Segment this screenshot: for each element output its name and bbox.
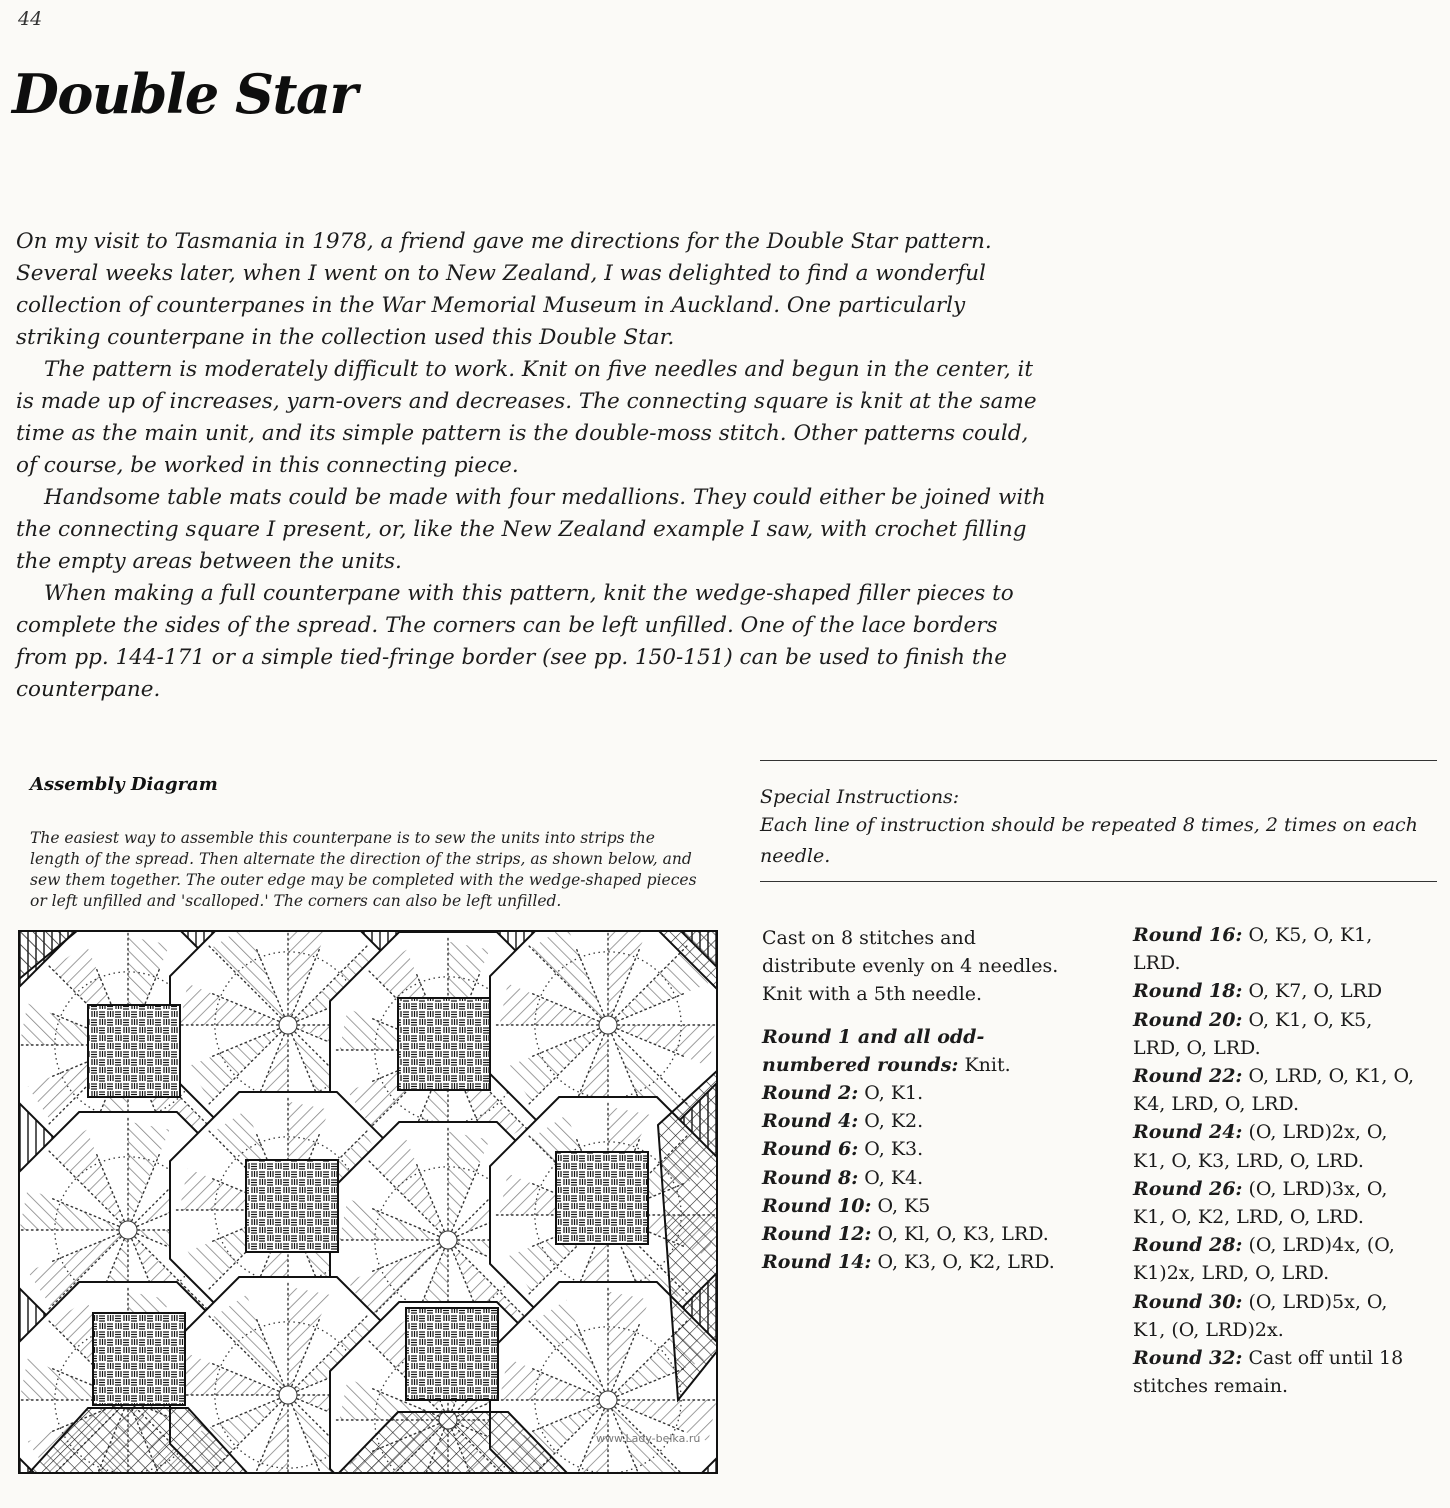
round-instruction <box>1133 1344 1423 1400</box>
round-label: Round 4: <box>762 1110 859 1133</box>
round-instruction <box>1133 1231 1423 1287</box>
connecting-square <box>246 1160 338 1252</box>
round-label: Round 32: <box>1133 1347 1243 1370</box>
round-text: (O, LRD)4x, (O, K1)2x, LRD, O, LRD. <box>1133 1234 1395 1285</box>
intro-paragraph: When making a full counterpane with this pattern, knit the wedge-shaped filler pieces to complete the sides of the spread. The corners can be left unfilled. One of the lace borders from pp. 144-171 or a simple tied-fringe border (see pp. 150-151) can be used to finish the counterpane. <box>16 581 1014 702</box>
round-instruction <box>762 1220 1062 1248</box>
round-instruction <box>762 1107 1062 1135</box>
round-instruction <box>762 1079 1062 1107</box>
round-instruction <box>1133 1288 1423 1344</box>
round-text: Knit. <box>958 1053 1011 1076</box>
round-instruction <box>1133 921 1423 977</box>
intro-paragraph: On my visit to Tasmania in 1978, a friend gave me directions for the Double Star pattern. Several weeks later, when I went on to New Zealand, I was delighted to find a wonderful collection of counterpanes in the War Memorial Museum in Auckland. One particularly striking counterpane in the collection used this Double Star. <box>16 229 992 350</box>
intro-paragraph: The pattern is moderately difficult to work. Knit on five needles and begun in the center, it is made up of increases, yarn-overs and decreases. The connecting square is knit at the same time as the main unit, and its simple pattern is the double-moss stitch. Other patterns could, of course, be worked in this connecting piece. <box>16 357 1037 478</box>
round-text: O, K5, O, K1, LRD. <box>1133 924 1373 975</box>
intro-paragraph: Handsome table mats could be made with four medallions. They could either be joined with the connecting square I present, or, like the New Zealand example I saw, with crochet filling the empty areas between the units. <box>16 485 1046 574</box>
round-label: Round 28: <box>1133 1234 1243 1257</box>
round-label: Round 6: <box>762 1138 859 1161</box>
round-label: Round 14: <box>762 1251 872 1274</box>
round-label: Round 30: <box>1133 1290 1243 1313</box>
round-label: Round 8: <box>762 1166 859 1189</box>
round-label: Round 2: <box>762 1082 859 1105</box>
connecting-square <box>406 1308 498 1400</box>
round-instruction <box>762 1192 1062 1220</box>
round-instruction <box>1133 1118 1423 1174</box>
round-instruction <box>1133 1006 1423 1062</box>
instructions-column-right <box>1133 921 1423 1400</box>
special-instructions-text: Each line of instruction should be repeated 8 times, 2 times on each needle. <box>760 814 1418 867</box>
round-text: O, Kl, O, K3, LRD. <box>871 1223 1049 1246</box>
round-label: Round 22: <box>1133 1065 1243 1088</box>
round-text: O, K1, O, K5, LRD, O, LRD. <box>1133 1008 1373 1059</box>
round-text: (O, LRD)2x, O, K1, O, K3, LRD, O, LRD. <box>1133 1121 1388 1172</box>
assembly-heading: Assembly Diagram <box>30 774 218 795</box>
round-label: Round 16: <box>1133 924 1243 946</box>
instructions-column-left <box>762 924 1062 1276</box>
round-label: Round 12: <box>762 1223 872 1246</box>
rule-bottom <box>760 881 1437 882</box>
page-number: 44 <box>18 8 43 30</box>
round-text: O, K3. <box>858 1138 924 1161</box>
round-text: (O, LRD)5x, O, K1, (O, LRD)2x. <box>1133 1290 1388 1341</box>
round-label: Round 26: <box>1133 1177 1243 1200</box>
rule-top <box>760 760 1437 761</box>
round-instruction <box>762 1248 1062 1276</box>
connecting-square <box>93 1313 185 1405</box>
intro-text <box>16 226 1046 706</box>
round-instruction <box>1133 1175 1423 1231</box>
round-instruction <box>762 1164 1062 1192</box>
connecting-square <box>398 998 490 1090</box>
round-text: Cast off until 18 stitches remain. <box>1133 1347 1404 1398</box>
round-text: O, K5 <box>871 1194 931 1217</box>
assembly-description: The easiest way to assemble this counterpane is to sew the units into strips the length of the spread. Then alternate the direction of the strips, as shown below, and sew them together. The outer edge may be completed with the wedge-shaped pieces or left unfilled and 'scalloped.' The corners can also be left unfilled. <box>30 829 697 910</box>
round-text: (O, LRD)3x, O, K1, O, K2, LRD, O, LRD. <box>1133 1177 1388 1229</box>
round-text: O, K2. <box>858 1110 924 1133</box>
cast-on-text: Cast on 8 stitches and distribute evenly on 4 needles. Knit with a 5th needle. <box>762 927 1059 1006</box>
round-label: Round 18: <box>1133 980 1243 1003</box>
page-title: Double Star <box>12 62 357 126</box>
round-text: O, K3, O, K2, LRD. <box>871 1251 1055 1274</box>
round-label: Round 24: <box>1133 1121 1243 1144</box>
assembly-diagram <box>18 930 718 1474</box>
round-instruction <box>762 1023 1062 1079</box>
watermark: www.Lady-belka.ru <box>596 1432 701 1445</box>
connecting-square <box>556 1152 648 1244</box>
round-text: O, LRD, O, K1, O, K4, LRD, O, LRD. <box>1133 1065 1415 1116</box>
round-instruction <box>1133 1062 1423 1118</box>
round-instruction <box>762 1135 1062 1163</box>
round-instruction <box>1133 977 1423 1005</box>
connecting-square <box>88 1005 180 1097</box>
round-text: O, K7, O, LRD <box>1242 980 1383 1003</box>
round-text: O, K1. <box>858 1082 924 1105</box>
round-label: Round 10: <box>762 1194 872 1217</box>
special-instructions-label: Special Instructions: <box>760 786 960 808</box>
round-label: Round 20: <box>1133 1008 1243 1031</box>
round-text: O, K4. <box>858 1166 924 1189</box>
round-label: Round 1 and all odd-numbered rounds: <box>762 1025 985 1076</box>
